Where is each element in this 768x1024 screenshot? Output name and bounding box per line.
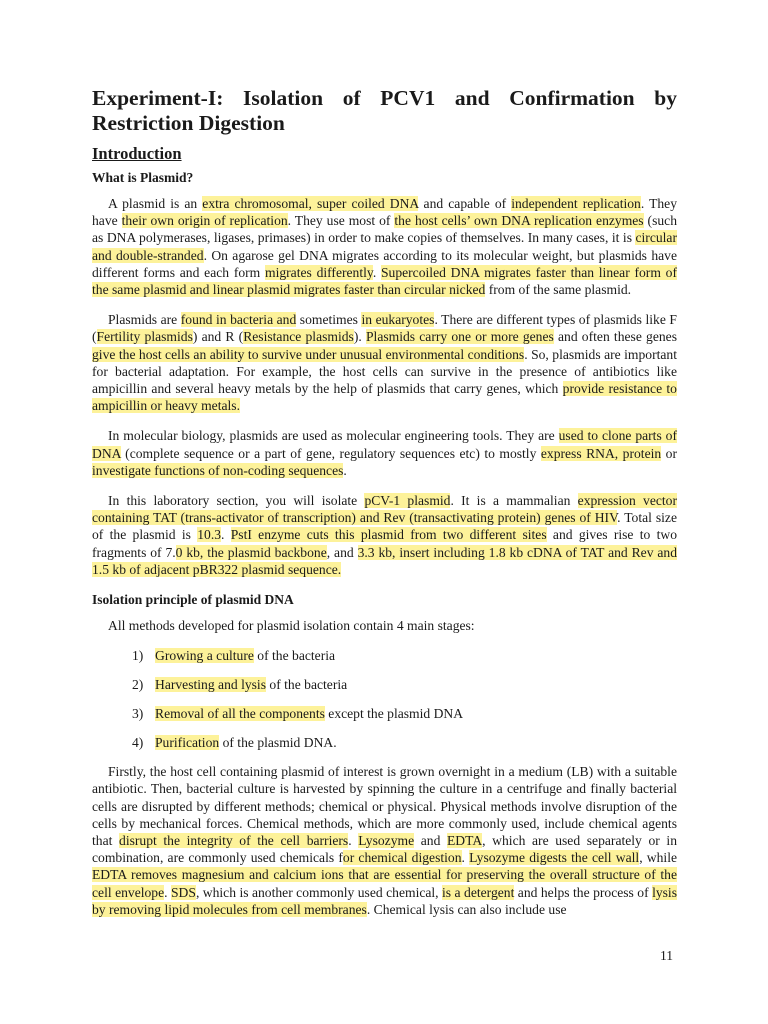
highlighted-text: investigate functions of non-coding sequences [92, 462, 344, 478]
highlighted-text: 3.3 kb, insert including 1.8 kb cDNA of TAT and Rev and 1.5 kb of adjacent pBR322 plasmid sequence. [92, 544, 678, 577]
text-run: Plasmids are [108, 312, 181, 328]
list-item [132, 647, 677, 664]
highlighted-text: their own origin of replication [121, 213, 288, 229]
text-run: (such as DNA polymerases, ligases, primases) in order to make copies of themselves. In many cases, it is [92, 213, 678, 246]
text-run: . They have [92, 196, 678, 229]
highlighted-text: circular and double-stranded [92, 230, 677, 263]
text-run: In this laboratory section, you will isolate [108, 493, 365, 509]
highlighted-text: Lysozyme digests the cell wall [469, 850, 640, 866]
text-run: . [348, 833, 359, 849]
highlighted-text: expression vector containing TAT (trans-activator of transcription) and Rev (transactivating protein) genes of HIV [92, 493, 677, 526]
document-page [92, 86, 677, 931]
text-run: Firstly, the host cell containing plasmid of interest is grown overnight in a medium (LB) with a suitable antibiotic. Then, bacterial culture is harvested by spinning the culture in a centrifuge and finally bacterial cells are disrupted by different methods; chemical or physical. Physical methods involve disruption of the cells by mechanical forces. Chemical methods, which are more commonly used, include chemical agents that [92, 764, 677, 849]
highlighted-text: migrates differently [265, 264, 373, 280]
text-run: , which is another commonly used chemical, [195, 884, 443, 900]
text-run: sometimes [296, 312, 362, 328]
text-run: . [221, 527, 231, 543]
isolation-steps-list [92, 647, 677, 751]
list-item [132, 734, 677, 751]
paragraph-lysis-methods [92, 763, 677, 918]
highlighted-text: EDTA [447, 833, 483, 849]
highlighted-text: PstI enzyme cuts this plasmid from two different sites [230, 527, 547, 543]
highlighted-text: Fertility plasmids [96, 329, 193, 345]
list-number: 3) [132, 706, 144, 722]
highlighted-text: SDS [171, 884, 196, 900]
highlighted-text: express RNA, protein [540, 445, 662, 461]
highlighted-text: Lysozyme [358, 833, 415, 849]
text-run: of the plasmid DNA. [219, 735, 337, 751]
highlighted-text: Resistance plasmids [243, 329, 354, 345]
highlighted-text: EDTA removes magnesium and calcium ions that are essential for preserving the overall structure of the cell envelope [92, 867, 677, 900]
text-run: . [372, 264, 381, 280]
highlighted-text: the host cells’ own DNA replication enzymes [394, 213, 644, 229]
highlighted-text: 0 kb, the plasmid backbone [175, 544, 327, 560]
highlighted-text: extra chromosomal, super coiled DNA [202, 196, 419, 211]
highlighted-text: in eukaryotes [361, 312, 435, 328]
highlighted-text: Removal of all the components [155, 706, 325, 722]
highlighted-text: provide resistance to ampicillin or heavy metals. [92, 381, 677, 414]
list-number: 4) [132, 735, 144, 751]
highlighted-text: Purification [155, 735, 220, 751]
text-run: . They use most of [287, 213, 395, 229]
list-number: 2) [132, 677, 144, 693]
text-run: (complete sequence or a part of gene, regulatory sequences etc) to mostly [120, 445, 541, 461]
highlighted-text: or chemical digestion [342, 850, 462, 866]
text-run: . There are different types of plasmids like F ( [92, 312, 677, 345]
list-item [132, 676, 677, 693]
text-run: . [343, 462, 347, 478]
text-run: , which are used separately or in combination, are commonly used chemicals f [92, 833, 677, 866]
highlighted-text: pCV-1 plasmid [364, 493, 451, 509]
text-run: and capable of [418, 196, 512, 211]
text-run: ) and R ( [192, 329, 244, 345]
subheading-what-is-plasmid: What is Plasmid? [92, 170, 194, 185]
highlighted-text: Growing a culture [155, 648, 254, 664]
text-run: from of the same plasmid. [485, 282, 632, 298]
text-run: or [661, 445, 677, 461]
paragraph-isolation-stages [92, 617, 677, 634]
highlighted-text: Supercoiled DNA migrates faster than linear form of the same plasmid and linear plasmid migrates faster than circular nicked [92, 264, 677, 298]
text-run: except the plasmid DNA [324, 706, 464, 722]
text-run: ). [353, 329, 366, 345]
subheading-isolation-principle: Isolation principle of plasmid DNA [92, 592, 294, 608]
highlighted-text: lysis by removing lipid molecules from cell membranes [92, 884, 677, 917]
experiment-title: Experiment-I: Isolation of PCV1 and Confirmation by Restriction Digestion [92, 86, 677, 135]
text-run: and [414, 833, 447, 849]
highlighted-text: used to clone parts of DNA [92, 428, 677, 461]
text-run: and often these genes [553, 329, 677, 345]
text-run: A plasmid is an [108, 196, 203, 211]
list-number: 1) [132, 648, 144, 664]
highlighted-text: found in bacteria and [180, 312, 297, 328]
text-run: . [164, 884, 171, 900]
text-run: . It is a mammalian [450, 493, 578, 509]
highlighted-text: is a detergent [442, 884, 515, 900]
text-run: and helps the process of [514, 884, 653, 900]
text-run: All methods developed for plasmid isolation contain 4 main stages: [108, 618, 475, 634]
highlighted-text: disrupt the integrity of the cell barriers [119, 833, 349, 849]
section-heading-introduction: Introduction [92, 144, 182, 163]
paragraph-molecular-biology-use [92, 427, 677, 479]
list-item [132, 705, 677, 722]
highlighted-text: 10.3 [197, 527, 222, 543]
text-run: . [461, 850, 470, 866]
highlighted-text: Harvesting and lysis [155, 677, 267, 693]
highlighted-text: Plasmids carry one or more genes [365, 329, 554, 345]
text-run: , while [639, 850, 678, 866]
page-number: 11 [660, 948, 674, 963]
text-run: of the bacteria [253, 648, 336, 664]
text-run: . On agarose gel DNA migrates according to its molecular weight, but plasmids have different forms and each form [92, 247, 677, 280]
paragraph-pcv1-description [92, 492, 677, 578]
text-run: . Total size of the plasmid is [92, 510, 677, 543]
paragraph-plasmid-types [92, 311, 677, 414]
highlighted-text: give the host cells an ability to survive under unusual environmental conditions [92, 346, 525, 362]
text-run: In molecular biology, plasmids are used as molecular engineering tools. They are [108, 428, 559, 444]
text-run: , and [326, 544, 358, 560]
text-run: and gives rise to two fragments of 7. [92, 527, 678, 560]
text-run: . So, plasmids are important for bacterial adaptation. For example, the host cells can survive in the presence of antibiotics like ampicillin and several heavy metals by the help of plasmids that carry genes, which [92, 346, 677, 397]
paragraph-plasmid-definition [92, 195, 677, 298]
highlighted-text: independent replication [511, 196, 641, 211]
text-run: . Chemical lysis can also include use [366, 901, 567, 917]
text-run: of the bacteria [266, 677, 348, 693]
